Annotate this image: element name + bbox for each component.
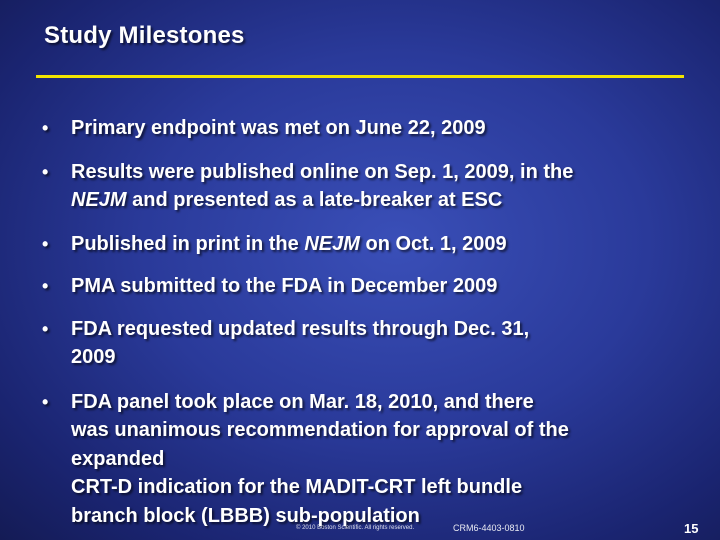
bullet-text: Published in print in the xyxy=(71,232,305,255)
bullet-marker: • xyxy=(42,161,49,182)
title-divider xyxy=(36,75,684,78)
journal-name: NEJM xyxy=(71,189,127,211)
bullet-text-line: 2009 xyxy=(71,346,116,368)
bullet-text-line: branch block (LBBB) sub-population xyxy=(71,504,420,527)
copyright-notice: © 2010 Boston Scientific. All rights reserved. xyxy=(296,525,415,531)
bullet-text: Primary endpoint was met on June 22, 2009 xyxy=(71,117,486,139)
bullet-text-line: FDA panel took place on Mar. 18, 2010, and there xyxy=(71,390,534,413)
bullet-marker: • xyxy=(42,391,49,412)
bullet-text-line: Results were published online on Sep. 1, 2009, in the xyxy=(71,160,574,183)
bullet-text: PMA submitted to the FDA in December 2009 xyxy=(71,275,498,297)
bullet-text: on Oct. 1, 2009 xyxy=(359,232,507,255)
page-number: 15 xyxy=(684,521,699,536)
bullet-item-fda-requested xyxy=(42,315,682,372)
bullet-marker: • xyxy=(42,118,49,138)
document-code: CRM6-4403-0810 xyxy=(453,523,525,533)
bullet-text-line: FDA requested updated results through Dec. 31, xyxy=(71,317,530,340)
bullet-marker: • xyxy=(42,318,49,339)
bullet-list xyxy=(42,114,682,530)
bullet-item-primary-endpoint xyxy=(42,114,682,143)
bullet-text-line: was unanimous recommendation for approval of the xyxy=(71,419,569,441)
bullet-text: and presented as a late-breaker at ESC xyxy=(126,189,503,211)
bullet-text-line: CRT-D indication for the MADIT-CRT left bundle xyxy=(71,476,523,498)
bullet-item-results-published xyxy=(42,158,682,215)
bullet-text-line: expanded xyxy=(71,447,165,470)
slide-title: Study Milestones xyxy=(44,22,245,49)
bullet-item-published-print xyxy=(42,230,682,259)
bullet-text-line xyxy=(71,186,682,215)
bullet-marker: • xyxy=(42,276,49,296)
bullet-item-fda-panel xyxy=(42,388,682,531)
bullet-item-pma-submitted xyxy=(42,272,682,301)
bullet-marker: • xyxy=(42,233,49,254)
journal-name: NEJM xyxy=(304,232,360,255)
